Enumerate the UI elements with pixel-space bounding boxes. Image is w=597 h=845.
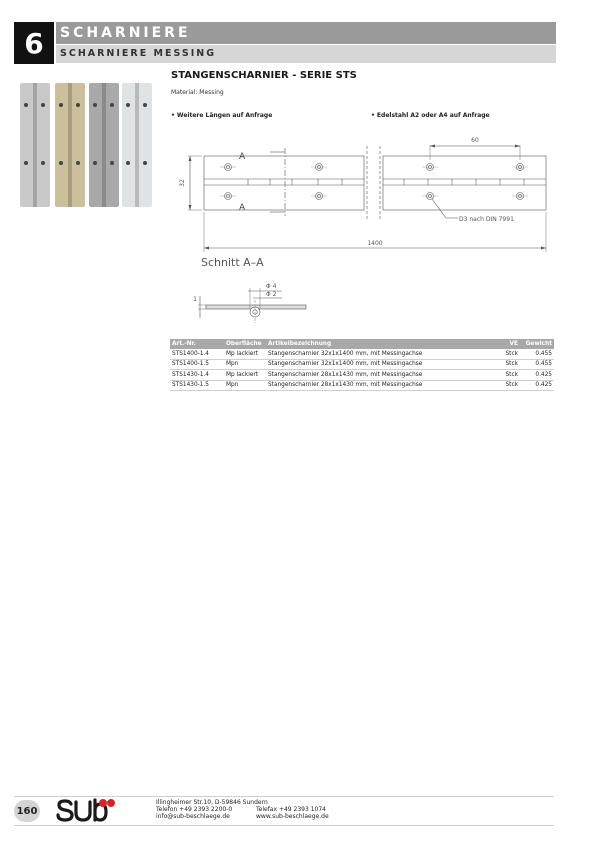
spec-table	[170, 339, 554, 391]
screw-hole	[59, 161, 63, 165]
cell-surface: Mp lackiert	[224, 349, 266, 359]
section-marker-bottom: A	[239, 203, 246, 213]
company-logo	[56, 798, 116, 824]
screw-hole	[76, 103, 80, 107]
screw-hole	[59, 103, 63, 107]
screw-hole	[143, 161, 147, 165]
cell-unit: Stck	[496, 349, 520, 359]
section-title: Schnitt A–A	[201, 256, 264, 269]
table-row	[170, 370, 554, 381]
mounting-holes	[225, 164, 524, 200]
cell-surface: Mpn	[224, 359, 266, 370]
screw-hole	[143, 103, 147, 107]
cell-description: Stangenscharnier 28x1x1430 mm, mit Messingachse	[266, 370, 496, 381]
screw-hole	[110, 103, 114, 107]
screw-hole	[24, 161, 28, 165]
cell-surface: Mp lackiert	[224, 370, 266, 381]
dim-pin-outer: Φ 4	[266, 283, 277, 290]
screw-hole	[93, 103, 97, 107]
chapter-number: 6	[14, 22, 54, 64]
footer-address: Illingheimer Str.10, D-59846 Sundern	[156, 799, 268, 806]
cell-description: Stangenscharnier 32x1x1400 mm, mit Messingachse	[266, 359, 496, 370]
dim-pin-inner: Φ 2	[266, 291, 277, 298]
footer-email[interactable]: info@sub-beschlaege.de	[156, 813, 230, 820]
col-description: Artikelbezeichnung	[266, 339, 496, 349]
product-photo-silver	[20, 83, 50, 207]
screw-hole	[41, 161, 45, 165]
dim-length: 1400	[367, 240, 383, 247]
footer-fax: Telefax +49 2393 1074	[256, 806, 326, 813]
col-article: Art.-Nr.	[170, 339, 224, 349]
technical-drawing	[170, 128, 556, 328]
cell-weight: 0.425	[520, 380, 554, 391]
footer-phone: Telefon +49 2393 2200-0	[156, 806, 233, 813]
product-photo-light	[122, 83, 152, 207]
chapter-subtitle: SCHARNIERE MESSING	[56, 45, 556, 63]
table-row	[170, 380, 554, 391]
cell-article: STS1430-1.4	[170, 370, 224, 381]
screw-hole	[93, 161, 97, 165]
table-row	[170, 359, 554, 370]
dim-height: 32	[179, 179, 186, 187]
cell-article: STS1400-1.4	[170, 349, 224, 359]
footer-website[interactable]: www.sub-beschlaege.de	[256, 813, 329, 820]
product-photo-brass	[55, 83, 85, 207]
table-header-row	[170, 339, 554, 349]
cell-weight: 0.425	[520, 370, 554, 381]
product-photo-grey	[89, 83, 119, 207]
cell-unit: Stck	[496, 359, 520, 370]
cell-unit: Stck	[496, 370, 520, 381]
screw-hole	[126, 103, 130, 107]
col-weight: Gewicht	[520, 339, 554, 349]
table-row	[170, 349, 554, 359]
screw-hole	[76, 161, 80, 165]
dim-thickness: 1	[193, 296, 197, 303]
section-marker-top: A	[239, 152, 246, 162]
hole-label: D3 nach DIN 7991	[459, 216, 514, 223]
cell-unit: Stck	[496, 380, 520, 391]
screw-hole	[126, 161, 130, 165]
note-stainless: • Edelstahl A2 oder A4 auf Anfrage	[371, 112, 490, 119]
cell-article: STS1400-1.5	[170, 359, 224, 370]
chapter-title: SCHARNIERE	[56, 22, 556, 44]
screw-hole	[24, 103, 28, 107]
cell-surface: Mpn	[224, 380, 266, 391]
screw-hole	[41, 103, 45, 107]
col-surface: Oberfläche	[224, 339, 266, 349]
hinge-knuckle	[33, 83, 37, 207]
cell-weight: 0.455	[520, 359, 554, 370]
hinge-plate-left	[204, 156, 364, 210]
dim-pitch: 60	[471, 137, 479, 144]
cell-description: Stangenscharnier 28x1x1430 mm, mit Messingachse	[266, 380, 496, 391]
cell-weight: 0.455	[520, 349, 554, 359]
product-title: STANGENSCHARNIER - SERIE STS	[171, 70, 357, 81]
col-unit: VE	[496, 339, 520, 349]
hinge-knuckle	[135, 83, 139, 207]
footer-divider-bottom	[14, 825, 554, 826]
material-text: Material: Messing	[171, 89, 224, 96]
hinge-knuckle	[68, 83, 72, 207]
cell-article: STS1430-1.5	[170, 380, 224, 391]
page-number: 160	[14, 800, 40, 822]
cell-description: Stangenscharnier 32x1x1400 mm, mit Messingachse	[266, 349, 496, 359]
hinge-knuckle	[102, 83, 106, 207]
footer-divider-top	[14, 796, 554, 797]
note-lengths: • Weitere Längen auf Anfrage	[171, 112, 273, 119]
screw-hole	[110, 161, 114, 165]
